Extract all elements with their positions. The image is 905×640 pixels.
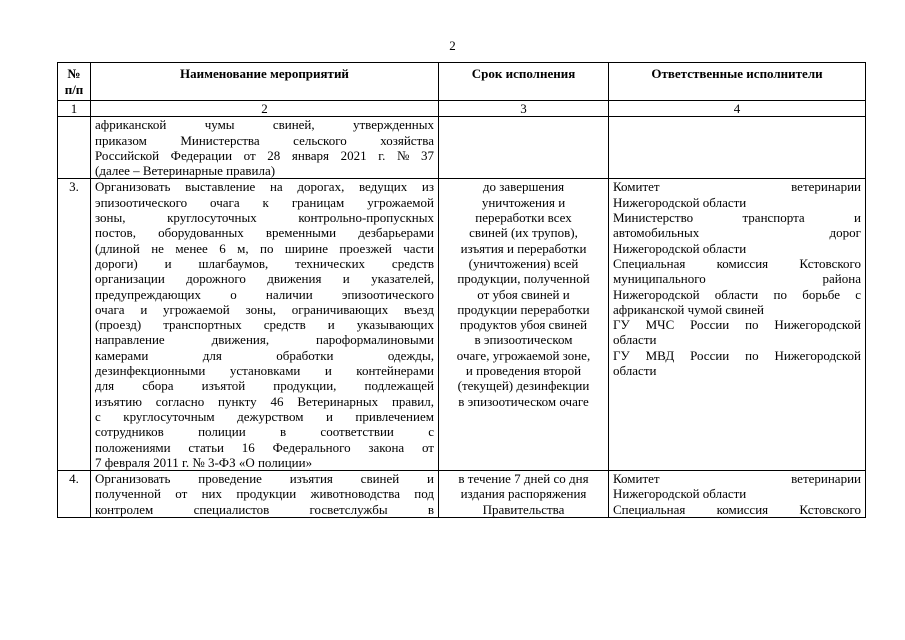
word: эпизоотического xyxy=(341,286,434,302)
word: полиции xyxy=(198,424,246,440)
measure-line xyxy=(95,348,434,363)
word: полученной xyxy=(95,486,161,502)
deadline-line: до завершения xyxy=(482,179,565,195)
deadline-line: продукции переработки xyxy=(457,301,590,317)
measure-line xyxy=(95,179,434,194)
word: эпизоотического xyxy=(95,194,188,210)
word: выставление xyxy=(185,179,256,195)
responsible-cell xyxy=(609,179,866,471)
word: Кстовского xyxy=(799,501,861,517)
word: и xyxy=(164,255,172,271)
word: одежды, xyxy=(387,347,434,363)
word: зоны, xyxy=(95,210,126,226)
word: Нижегородской xyxy=(774,317,861,333)
word: в xyxy=(427,501,434,517)
word: привлечением xyxy=(355,408,434,424)
word: положениями xyxy=(95,439,171,455)
word: ГУ xyxy=(613,347,630,363)
measure-line: (далее – Ветеринарные правила) xyxy=(95,163,276,179)
word: животноводства xyxy=(310,486,400,502)
table-header-row xyxy=(58,63,866,101)
word: подлежащей xyxy=(364,378,434,394)
word: Нижегородской xyxy=(774,347,861,363)
word: правил, xyxy=(391,393,434,409)
measure-line xyxy=(95,148,434,163)
word: закона xyxy=(368,439,405,455)
word: продукции xyxy=(236,486,297,502)
measure-line xyxy=(95,394,434,409)
word: Специальная xyxy=(613,501,686,517)
row-number xyxy=(58,117,91,179)
responsible-line xyxy=(613,348,861,363)
word: очага xyxy=(210,194,240,210)
word: и xyxy=(342,271,350,287)
word: Комитет xyxy=(613,471,660,487)
responsible-line: области xyxy=(613,363,657,379)
responsible-line: Нижегородской области xyxy=(613,486,747,502)
measure-line xyxy=(95,486,434,501)
word: Комитет xyxy=(613,179,660,195)
word: наличии xyxy=(265,286,313,302)
word: шлагбаумов, xyxy=(198,255,269,271)
word: области xyxy=(714,286,759,302)
word: Организовать xyxy=(95,471,171,487)
deadline-cell xyxy=(439,179,609,471)
deadline-line: уничтожения и xyxy=(481,194,566,210)
word: и xyxy=(427,471,434,487)
word: временными xyxy=(265,225,337,241)
word: и xyxy=(140,301,148,317)
word: 37 xyxy=(420,147,434,163)
word: части xyxy=(403,240,434,256)
word: России xyxy=(690,347,730,363)
word: контейнерами xyxy=(356,363,434,379)
deadline-line: в эпизоотическом очаге xyxy=(458,393,589,409)
measure-line xyxy=(95,195,434,210)
word: угрожаемой xyxy=(163,301,230,317)
responsible-line: Нижегородской области xyxy=(613,240,747,256)
word: изъятия xyxy=(289,471,333,487)
header-deadline: Срок исполнения xyxy=(439,63,609,101)
deadline-line: изъятия и переработки xyxy=(460,240,587,256)
measure-line: 7 февраля 2011 г. № 3-ФЗ «О полиции» xyxy=(95,454,313,470)
measure-cell xyxy=(91,471,439,518)
word: о xyxy=(230,286,237,302)
word: 46 xyxy=(270,393,284,409)
column-number: 3 xyxy=(439,101,609,117)
responsible-line xyxy=(613,256,861,271)
word: соответствии xyxy=(320,424,394,440)
word: средств xyxy=(263,317,306,333)
word: в xyxy=(279,424,287,440)
word: дезинфекционными xyxy=(95,363,206,379)
measure-line xyxy=(95,302,434,317)
word: 2021 xyxy=(340,147,367,163)
word: Специальная xyxy=(613,255,686,271)
deadline-line: (текущей) дезинфекции xyxy=(457,378,590,394)
word: зоны, xyxy=(245,301,277,317)
word: приказом xyxy=(95,132,147,148)
word: МЧС xyxy=(645,317,675,333)
table-row xyxy=(58,117,866,179)
word: России xyxy=(690,317,730,333)
deadline-line: очаге, угрожаемой зоне, xyxy=(456,347,591,363)
word: установками xyxy=(229,363,301,379)
deadline-line: в течение 7 дней со дня xyxy=(458,471,589,487)
word: въезд xyxy=(403,301,434,317)
word: контролем xyxy=(95,501,154,517)
word: г. xyxy=(378,147,386,163)
table-row xyxy=(58,179,866,471)
word: изъятию xyxy=(95,393,142,409)
responsible-line xyxy=(613,179,861,194)
word: (проезд) xyxy=(95,317,142,333)
word: от xyxy=(175,486,188,502)
word: ГУ xyxy=(613,317,630,333)
responsible-line xyxy=(613,317,861,332)
word: от xyxy=(243,147,256,163)
word: дорожного xyxy=(186,271,246,287)
word: дорогах, xyxy=(297,179,345,195)
responsible-cell xyxy=(609,117,866,179)
word: пароформалиновыми xyxy=(316,332,434,348)
word: транспортных xyxy=(163,317,242,333)
measures-table xyxy=(57,62,866,518)
word: 6 xyxy=(219,240,226,256)
word: Ветеринарных xyxy=(297,393,379,409)
word: по xyxy=(773,286,787,302)
measure-line xyxy=(95,256,434,271)
word: указателей, xyxy=(371,271,434,287)
header-responsible: Ответственные исполнители xyxy=(609,63,866,101)
word: с xyxy=(855,286,861,302)
column-number: 1 xyxy=(58,101,91,117)
table-row xyxy=(58,471,866,518)
word: сельского xyxy=(293,132,347,148)
word: Кстовского xyxy=(799,255,861,271)
measure-line xyxy=(95,117,434,132)
word: статьи xyxy=(188,439,225,455)
word: постов, xyxy=(95,225,136,241)
row-number: 4. xyxy=(58,471,91,518)
word: борьбе xyxy=(802,286,840,302)
deadline-line: переработки всех xyxy=(475,210,572,226)
word: и xyxy=(325,408,333,424)
word: для xyxy=(202,347,222,363)
column-number: 4 xyxy=(609,101,866,117)
word: сотрудников xyxy=(95,424,164,440)
word: с xyxy=(95,408,101,424)
measure-line xyxy=(95,225,434,240)
word: и xyxy=(854,210,861,226)
measure-line xyxy=(95,424,434,439)
word: января xyxy=(291,147,330,163)
word: 16 xyxy=(241,439,255,455)
word: комиссия xyxy=(716,501,769,517)
word: по xyxy=(745,347,759,363)
word: м, xyxy=(237,240,249,256)
measure-line xyxy=(95,471,434,486)
deadline-cell xyxy=(439,471,609,518)
word: на xyxy=(269,179,283,195)
measure-line xyxy=(95,271,434,286)
word: Организовать xyxy=(95,179,171,195)
word: контрольно-пропускных xyxy=(298,210,434,226)
word: дезбарьерами xyxy=(358,225,434,241)
word: и xyxy=(324,363,332,379)
word: с xyxy=(428,424,434,440)
word: не xyxy=(151,240,164,256)
word: и xyxy=(327,317,335,333)
word: по xyxy=(259,240,274,256)
column-numbers-row xyxy=(58,101,866,117)
word: чумы xyxy=(204,117,235,133)
word: под xyxy=(414,486,434,502)
word: района xyxy=(822,271,861,287)
word: согласно xyxy=(155,393,205,409)
measure-line xyxy=(95,210,434,225)
word: оборудованных xyxy=(158,225,244,241)
word: утвержденных xyxy=(352,117,434,133)
word: № xyxy=(396,147,410,163)
word: продукции, xyxy=(273,378,337,394)
deadline-line: Правительства xyxy=(482,501,565,517)
word: пункту xyxy=(218,393,257,409)
word: транспорта xyxy=(742,210,805,226)
word: дорог xyxy=(829,225,861,241)
word: камерами xyxy=(95,347,149,363)
word: средств xyxy=(391,255,434,271)
word: Федерального xyxy=(272,439,351,455)
deadline-cell xyxy=(439,117,609,179)
deadline-line: (уничтожения) всей xyxy=(468,255,579,271)
word: по xyxy=(745,317,759,333)
word: направление xyxy=(95,332,165,348)
word: Министерство xyxy=(613,210,694,226)
word: дороги) xyxy=(95,255,138,271)
deadline-line: от убоя свиней и xyxy=(477,286,570,302)
word: очага xyxy=(95,301,125,317)
word: менее xyxy=(175,240,208,256)
measure-line xyxy=(95,332,434,347)
word: муниципального xyxy=(613,271,706,287)
responsible-line xyxy=(613,210,861,225)
word: автомобильных xyxy=(613,225,700,241)
measure-line xyxy=(95,241,434,256)
deadline-line: свиней (их трупов), xyxy=(469,225,578,241)
measure-line xyxy=(95,317,434,332)
header-num xyxy=(58,63,91,101)
measure-line xyxy=(95,409,434,424)
word: ветеринарии xyxy=(791,179,861,195)
word: (длиной xyxy=(95,240,140,256)
word: изъятой xyxy=(201,378,246,394)
word: предупреждающих xyxy=(95,286,201,302)
word: обработки xyxy=(276,347,334,363)
responsible-line xyxy=(613,271,861,286)
responsible-line xyxy=(613,502,861,517)
word: угрожаемой xyxy=(367,194,434,210)
word: ведущих xyxy=(358,179,408,195)
responsible-line: области xyxy=(613,332,657,348)
deadline-line: продуктов убоя свиней xyxy=(459,317,588,333)
measure-line xyxy=(95,287,434,302)
responsible-line xyxy=(613,225,861,240)
word: проведение xyxy=(198,471,262,487)
responsible-line: Нижегородской области xyxy=(613,194,747,210)
word: для xyxy=(95,378,115,394)
header-num-line: п/п xyxy=(64,81,84,97)
deadline-line: издания распоряжения xyxy=(460,486,587,502)
word: проезжей xyxy=(339,240,392,256)
word: ограничивающих xyxy=(291,301,389,317)
word: к xyxy=(262,194,269,210)
word: Министерства xyxy=(180,132,260,148)
deadline-line: в эпизоотическом xyxy=(474,332,573,348)
word: границам xyxy=(291,194,345,210)
word: от xyxy=(421,439,434,455)
word: госветслужбы xyxy=(309,501,388,517)
responsible-line: африканской чумой свиней xyxy=(613,301,764,317)
header-num-line: № xyxy=(67,66,81,82)
word: специалистов xyxy=(193,501,270,517)
word: из xyxy=(421,179,434,195)
word: круглосуточным xyxy=(123,408,215,424)
responsible-cell xyxy=(609,471,866,518)
row-number: 3. xyxy=(58,179,91,471)
page-number: 2 xyxy=(449,38,456,53)
word: ширине xyxy=(284,240,328,256)
header-measures: Наименование мероприятий xyxy=(91,63,439,101)
responsible-line xyxy=(613,471,861,486)
responsible-line xyxy=(613,287,861,302)
word: дежурством xyxy=(237,408,304,424)
word: движения xyxy=(267,271,322,287)
measure-line xyxy=(95,133,434,148)
measure-cell xyxy=(91,179,439,471)
word: Российской xyxy=(95,147,160,163)
deadline-line: и проведения второй xyxy=(465,363,582,379)
word: круглосуточных xyxy=(167,210,257,226)
word: сбора xyxy=(142,378,174,394)
word: ветеринарии xyxy=(791,471,861,487)
word: технических xyxy=(295,255,366,271)
word: комиссия xyxy=(716,255,769,271)
word: них xyxy=(201,486,223,502)
measure-cell xyxy=(91,117,439,179)
deadline-line: продукции, полученной xyxy=(457,271,590,287)
measure-line xyxy=(95,440,434,455)
word: 28 xyxy=(267,147,281,163)
word: Нижегородской xyxy=(613,286,700,302)
word: указывающих xyxy=(356,317,434,333)
word: организации xyxy=(95,271,165,287)
word: движения, xyxy=(211,332,270,348)
word: африканской xyxy=(95,117,167,133)
word: МВД xyxy=(645,347,675,363)
word: Федерации xyxy=(170,147,233,163)
measure-line xyxy=(95,378,434,393)
word: свиней, xyxy=(272,117,315,133)
word: хозяйства xyxy=(380,132,434,148)
measure-line xyxy=(95,363,434,378)
column-number: 2 xyxy=(91,101,439,117)
measure-line xyxy=(95,502,434,517)
word: свиней xyxy=(360,471,400,487)
